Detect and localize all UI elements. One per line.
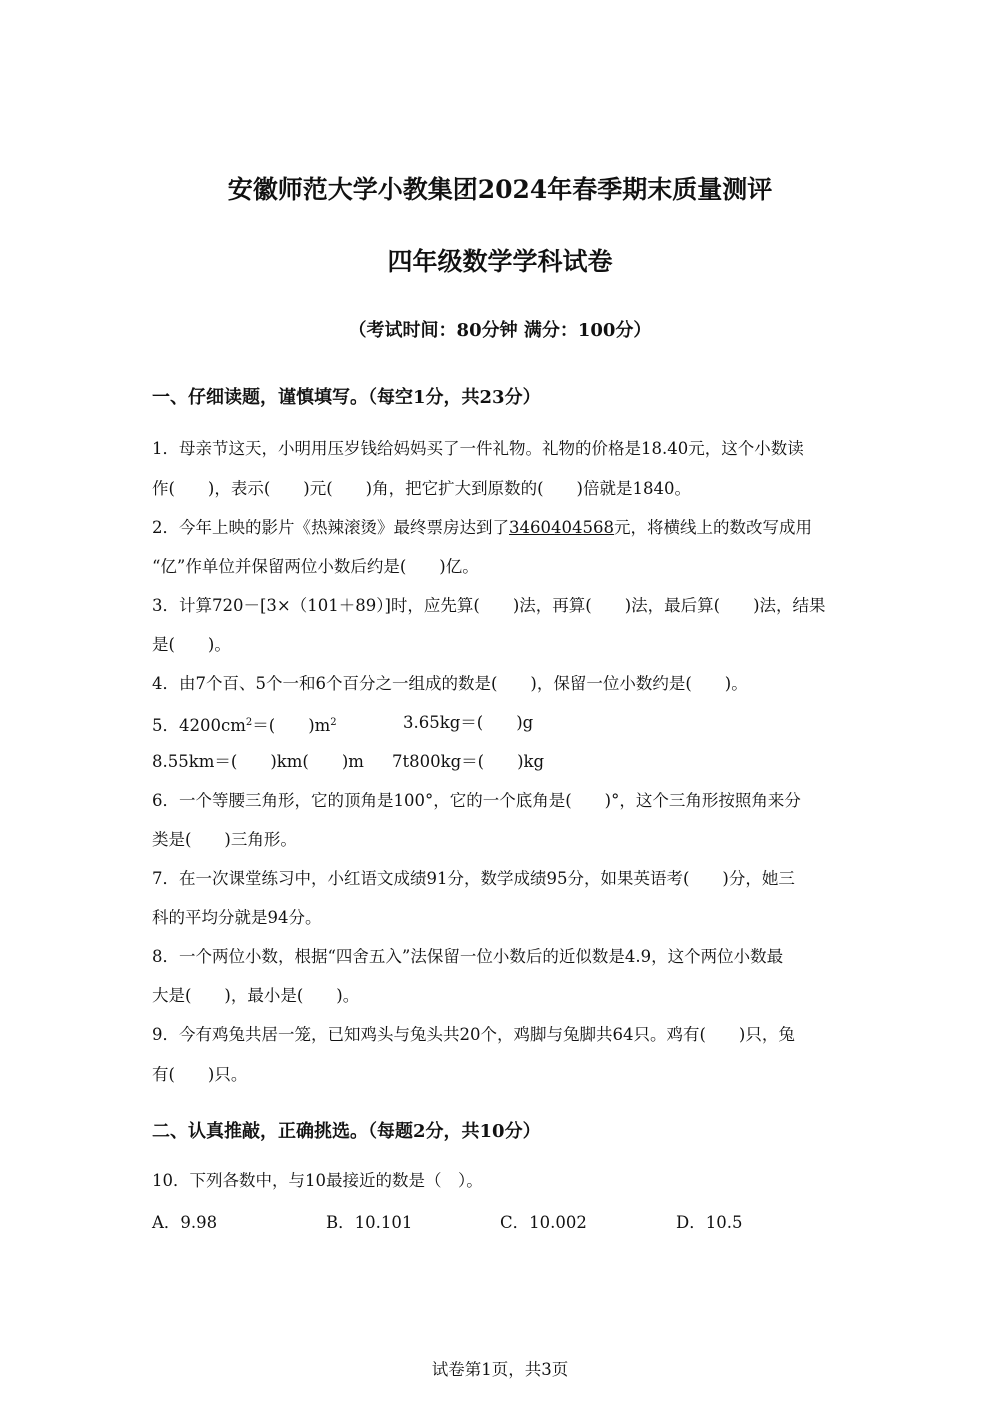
q9-line-1: 9．今有鸡兔共居一笼，已知鸡头与兔头共20个，鸡脚与兔脚共64只。鸡有( )只，兔 xyxy=(152,1025,795,1044)
q10-option-b: B．10.101 xyxy=(326,1213,413,1232)
q2-line-1 xyxy=(152,517,812,539)
q6-line-2: 类是( )三角形。 xyxy=(152,830,297,849)
q5-a-sup2: 2 xyxy=(330,717,337,728)
q7-line-2: 科的平均分就是94分。 xyxy=(152,908,322,927)
q9-line-2: 有( )只。 xyxy=(152,1065,248,1084)
q5-a-pre: 5．4200cm xyxy=(152,716,246,735)
q6-line-1: 6．一个等腰三角形，它的顶角是100°，它的一个底角是( )°，这个三角形按照角来分 xyxy=(152,791,801,810)
exam-subject-title: 四年级数学学科试卷 xyxy=(387,247,613,276)
q2-text-pre: 2．今年上映的影片《热辣滚烫》最终票房达到了 xyxy=(152,518,509,537)
q3-line-1: 3．计算720－[3×（101＋89）]时，应先算( )法，再算( )法，最后算( )法，结果 xyxy=(152,596,826,615)
q8-line-1: 8．一个两位小数，根据“四舍五入”法保留一位小数后的近似数是4.9，这个两位小数最 xyxy=(152,947,784,966)
q8-line-2: 大是( )，最小是( )。 xyxy=(152,986,360,1005)
q5-a-sup: 2 xyxy=(245,717,253,728)
exam-title: 安徽师范大学小教集团2024年春季期末质量测评 xyxy=(227,175,773,204)
q4-line-1: 4．由7个百、5个一和6个百分之一组成的数是( )，保留一位小数约是( )。 xyxy=(152,674,748,693)
q5-item-b: 3.65kg＝( )g xyxy=(403,713,534,732)
q10-option-a: A．9.98 xyxy=(152,1213,218,1232)
exam-info: （考试时间：80分钟 满分：100分） xyxy=(348,320,652,341)
q3-line-2: 是( )。 xyxy=(152,635,231,654)
q2-text-post: 元，将横线上的数改写成用 xyxy=(613,518,812,537)
q10-stem: 10．下列各数中，与10最接近的数是（ ）。 xyxy=(152,1171,483,1190)
q5-item-a xyxy=(152,716,337,735)
q5-line-1 xyxy=(152,712,337,737)
page-footer: 试卷第1页，共3页 xyxy=(431,1360,569,1379)
q1-line-1: 1．母亲节这天，小明用压岁钱给妈妈买了一件礼物。礼物的价格是18.40元，这个小数读 xyxy=(152,439,804,458)
q10-option-d: D．10.5 xyxy=(676,1213,743,1232)
section-2-heading: 二、认真推敲，正确挑选。（每题2分，共10分） xyxy=(152,1121,541,1142)
q5-item-c: 8.55km＝( )km( )m xyxy=(152,752,364,771)
q2-line-2: “亿”作单位并保留两位小数后约是( )亿。 xyxy=(152,557,479,576)
section-1-heading: 一、仔细读题，谨慎填写。（每空1分，共23分） xyxy=(152,387,541,408)
q10-option-c: C．10.002 xyxy=(500,1213,587,1232)
q2-underlined-number: 3460404568 xyxy=(509,518,614,537)
q7-line-1: 7．在一次课堂练习中，小红语文成绩91分，数学成绩95分，如果英语考( )分，她三 xyxy=(152,869,795,888)
q5-a-mid: ＝( )m xyxy=(252,716,331,735)
q1-line-2: 作( )，表示( )元( )角，把它扩大到原数的( )倍就是1840。 xyxy=(152,479,691,498)
q5-item-d: 7t800kg＝( )kg xyxy=(392,752,545,771)
